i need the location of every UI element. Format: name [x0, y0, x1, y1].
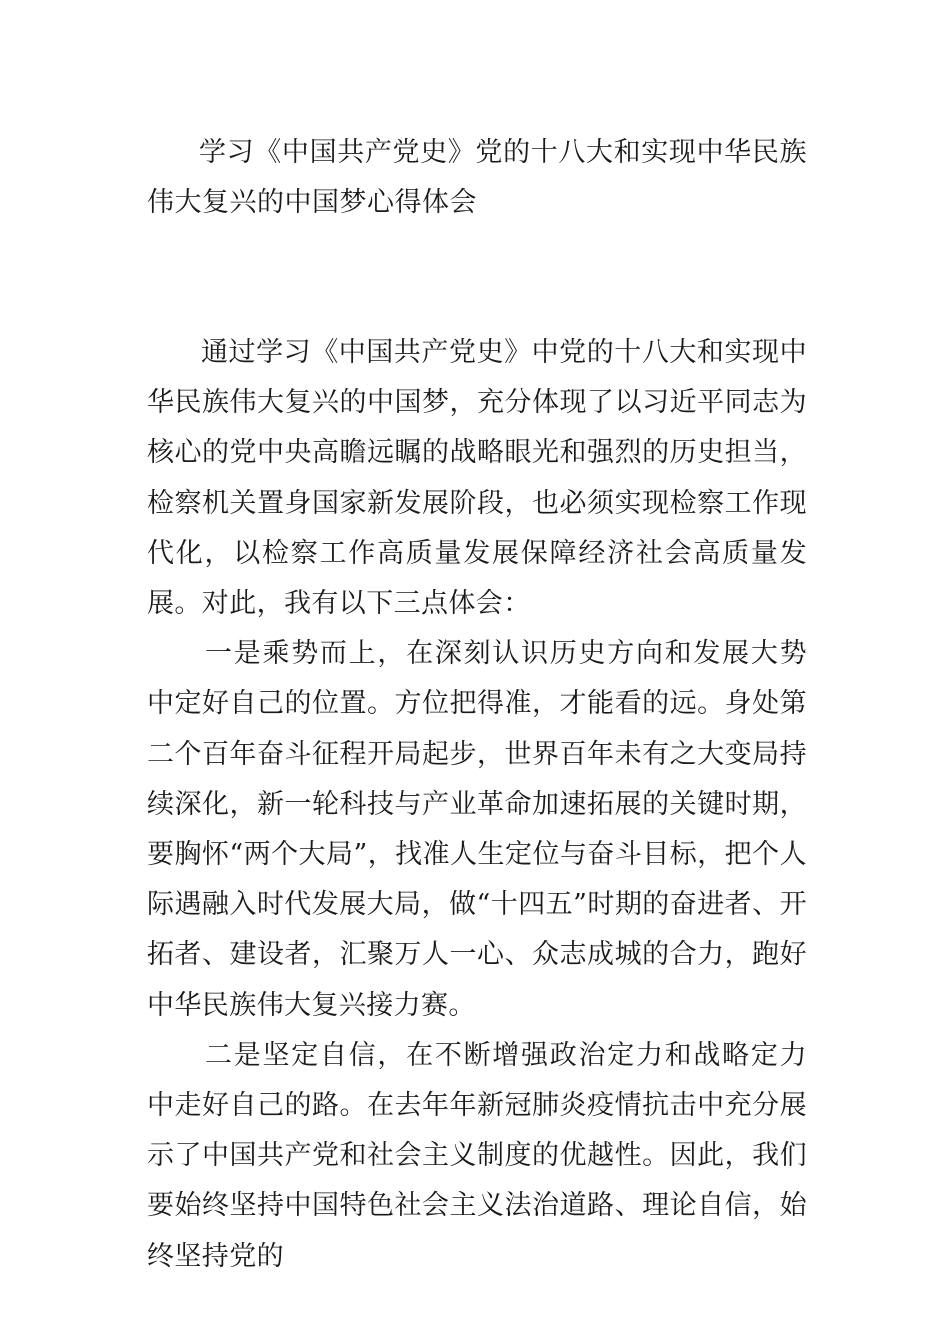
point-two-paragraph: 二是坚定自信，在不断增强政治定力和战略定力中走好自己的路。在去年年新冠肺炎疫情抗击中充分展示了中国共产党和社会主义制度的优越性。因此，我们要始终坚持中国特色社会主义法治道路、理论自信，始终坚持党的	[147, 1039, 807, 1272]
intro-paragraph: 通过学习《中国共产党史》中党的十八大和实现中华民族伟大复兴的中国梦，充分体现了以习近平同志为核心的党中央高瞻远瞩的战略眼光和强烈的历史担当，检察机关置身国家新发展阶段，也必须实现检察工作现代化，以检察工作高质量发展保障经济社会高质量发展。对此，我有以下三点体会：	[147, 337, 807, 620]
document-title: 学习《中国共产党史》党的十八大和实现中华民族伟大复兴的中国梦心得体会	[147, 137, 807, 218]
point-one-paragraph: 一是乘势而上，在深刻认识历史方向和发展大势中定好自己的位置。方位把得准，才能看的远。身处第二个百年奋斗征程开局起步，世界百年未有之大变局持续深化，新一轮科技与产业革命加速拓展的关键时期，要胸怀“两个大局”，找准人生定位与奋斗目标，把个人际遇融入时代发展大局，做“十四五”时期的奋进者、开拓者、建设者，汇聚万人一心、众志成城的合力，跑好中华民族伟大复兴接力赛。	[147, 638, 807, 1021]
document-body	[147, 328, 807, 1282]
